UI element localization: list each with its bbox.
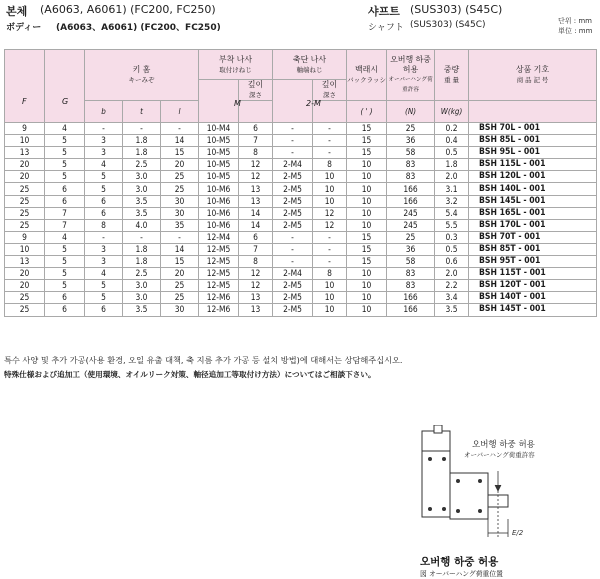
table-cell: 15 bbox=[347, 135, 387, 147]
table-cell: 20 bbox=[5, 268, 45, 280]
table-row bbox=[5, 183, 597, 195]
header-b: b bbox=[85, 101, 123, 123]
table-cell: 8 bbox=[313, 159, 347, 171]
header-backlash bbox=[347, 50, 387, 101]
table-cell: 12 bbox=[313, 219, 347, 231]
table-cell: 2.0 bbox=[435, 171, 469, 183]
table-cell: 14 bbox=[161, 135, 199, 147]
table-cell: 12 bbox=[239, 159, 273, 171]
table-cell: 1.8 bbox=[123, 147, 161, 159]
header-weight-unit: W(kg) bbox=[435, 101, 469, 123]
weight-label-jp: 重 量 bbox=[444, 76, 459, 84]
header-M: M bbox=[234, 99, 241, 108]
mount-screw-label-jp: 取付けねじ bbox=[219, 65, 252, 74]
table-row bbox=[5, 207, 597, 219]
table-cell: 10 bbox=[5, 135, 45, 147]
table-cell: - bbox=[161, 123, 199, 135]
table-cell: - bbox=[273, 123, 313, 135]
table-row bbox=[5, 280, 597, 292]
unit-label-kr: 단위 : mm bbox=[558, 17, 592, 25]
table-cell: 14 bbox=[161, 243, 199, 255]
table-cell: 6 bbox=[239, 231, 273, 243]
table-cell: 9 bbox=[5, 123, 45, 135]
table-cell: 15 bbox=[347, 123, 387, 135]
table-cell: 30 bbox=[161, 304, 199, 316]
dim-label: E/2 bbox=[512, 529, 524, 537]
spec-table bbox=[4, 49, 597, 317]
table-cell: 12 bbox=[239, 171, 273, 183]
table-cell: 10 bbox=[347, 292, 387, 304]
table-cell: 15 bbox=[347, 256, 387, 268]
table-cell: 2-M5 bbox=[273, 292, 313, 304]
table-cell: 25 bbox=[5, 304, 45, 316]
table-row bbox=[5, 231, 597, 243]
body-material-kr: (A6063, A6061) (FC200, FC250) bbox=[40, 3, 216, 16]
table-row bbox=[5, 159, 597, 171]
table-cell: 7 bbox=[45, 219, 85, 231]
table-cell: 14 bbox=[239, 219, 273, 231]
table-cell: 2.5 bbox=[123, 268, 161, 280]
table-cell: 6 bbox=[45, 183, 85, 195]
diagram-caption-jp: 図 オーバーハング荷重位置 bbox=[420, 570, 503, 578]
table-cell: 0.5 bbox=[435, 243, 469, 255]
output-flange bbox=[450, 473, 488, 519]
body-label-jp: ボディー bbox=[6, 23, 42, 33]
backlash-label: 백래시 bbox=[354, 65, 379, 74]
table-cell: 3 bbox=[85, 135, 123, 147]
table-cell: 8 bbox=[85, 219, 123, 231]
table-cell: 166 bbox=[387, 183, 435, 195]
table-cell: 3.0 bbox=[123, 292, 161, 304]
table-cell: - bbox=[123, 123, 161, 135]
table-cell: - bbox=[161, 231, 199, 243]
table-cell: 13 bbox=[239, 292, 273, 304]
table-cell: 20 bbox=[5, 159, 45, 171]
table-row bbox=[5, 123, 597, 135]
table-cell: 2-M5 bbox=[273, 304, 313, 316]
table-cell: 10 bbox=[347, 207, 387, 219]
table-cell: 3.0 bbox=[123, 280, 161, 292]
note-kr: 특수 사양 및 추가 가공(사용 환경, 오일 유출 대책, 축 지름 추가 가공 등 설치 방법)에 대해서는 상담해주십시오. bbox=[4, 355, 403, 365]
table-cell: 36 bbox=[387, 243, 435, 255]
table-cell: 1.8 bbox=[123, 243, 161, 255]
table-row bbox=[5, 219, 597, 231]
table-cell: 10-M6 bbox=[199, 219, 239, 231]
table-cell: 8 bbox=[239, 256, 273, 268]
table-cell: 1.8 bbox=[123, 256, 161, 268]
table-cell: 14 bbox=[239, 207, 273, 219]
table-cell: 10 bbox=[347, 195, 387, 207]
table-cell: 245 bbox=[387, 219, 435, 231]
header-depth1-blank bbox=[239, 101, 273, 123]
table-cell: 6 bbox=[45, 292, 85, 304]
model-code-cell: BSH 145T - 001 bbox=[469, 304, 597, 316]
table-cell: 83 bbox=[387, 268, 435, 280]
overhang-diagram bbox=[400, 425, 600, 579]
table-cell: 7 bbox=[239, 243, 273, 255]
table-cell: 15 bbox=[161, 147, 199, 159]
spec-table-body bbox=[5, 123, 597, 317]
overhang-label-jp: オーバーハング荷重許容 bbox=[388, 77, 433, 93]
table-cell: 25 bbox=[5, 219, 45, 231]
table-cell: 5 bbox=[45, 280, 85, 292]
table-cell: 36 bbox=[387, 135, 435, 147]
overhang-label: 오버행 하중 허용 bbox=[390, 55, 431, 74]
table-cell: 6 bbox=[85, 304, 123, 316]
table-cell: - bbox=[273, 256, 313, 268]
table-cell: 2-M5 bbox=[273, 219, 313, 231]
top-shaft bbox=[434, 425, 442, 433]
table-cell: 12-M5 bbox=[199, 243, 239, 255]
table-cell: 2.0 bbox=[435, 268, 469, 280]
header-depth1 bbox=[239, 80, 273, 101]
header-key-groove bbox=[85, 50, 199, 101]
depth2-sub: 深さ bbox=[323, 91, 337, 99]
table-cell: - bbox=[123, 231, 161, 243]
table-cell: 10 bbox=[347, 183, 387, 195]
table-cell: 4.0 bbox=[123, 219, 161, 231]
table-cell: 5 bbox=[45, 171, 85, 183]
table-cell: 7 bbox=[239, 135, 273, 147]
table-cell: 58 bbox=[387, 256, 435, 268]
key-groove-label: 키 홈 bbox=[132, 65, 151, 74]
table-cell: 12 bbox=[313, 207, 347, 219]
table-cell: 10 bbox=[347, 280, 387, 292]
model-code-cell: BSH 85L - 001 bbox=[469, 135, 597, 147]
header-l: l bbox=[161, 101, 199, 123]
table-cell: 0.4 bbox=[435, 135, 469, 147]
shaft-material-jp: (SUS303) (S45C) bbox=[410, 20, 486, 30]
header-2M: 2-M bbox=[306, 99, 321, 108]
table-cell: 0.3 bbox=[435, 231, 469, 243]
model-code-cell: BSH 95L - 001 bbox=[469, 147, 597, 159]
table-cell: 3.5 bbox=[435, 304, 469, 316]
table-cell: 10 bbox=[313, 280, 347, 292]
table-cell: 5 bbox=[45, 159, 85, 171]
model-code-cell: BSH 120T - 001 bbox=[469, 280, 597, 292]
table-cell: 58 bbox=[387, 147, 435, 159]
table-cell: 5 bbox=[85, 292, 123, 304]
table-cell: - bbox=[313, 231, 347, 243]
table-cell: - bbox=[313, 256, 347, 268]
header-mount-M-cell bbox=[199, 80, 239, 123]
mount-screw-label: 부착 나사 bbox=[218, 54, 253, 64]
weight-label: 중량 bbox=[443, 65, 460, 74]
header-overhang bbox=[387, 50, 435, 101]
header-mount-screw bbox=[199, 50, 273, 80]
table-cell: 0.5 bbox=[435, 147, 469, 159]
motor-flange-top bbox=[422, 431, 450, 451]
table-row bbox=[5, 292, 597, 304]
header-G: G bbox=[62, 97, 69, 106]
table-cell: - bbox=[85, 231, 123, 243]
header-weight bbox=[435, 50, 469, 101]
header-end-screw bbox=[273, 50, 347, 80]
table-cell: - bbox=[313, 123, 347, 135]
header-t: t bbox=[123, 101, 161, 123]
table-cell: 12-M6 bbox=[199, 304, 239, 316]
table-cell: 25 bbox=[161, 292, 199, 304]
table-cell: 5 bbox=[85, 280, 123, 292]
table-cell: 35 bbox=[161, 219, 199, 231]
table-cell: 6 bbox=[85, 207, 123, 219]
note-jp: 特殊仕様および追加工（使用環境、オイルリーク対策、軸径追加工等取付け方法）についてはご相談下さい。 bbox=[4, 370, 376, 379]
table-cell: - bbox=[313, 243, 347, 255]
table-cell: - bbox=[85, 123, 123, 135]
table-cell: 12 bbox=[239, 280, 273, 292]
table-cell: 166 bbox=[387, 195, 435, 207]
table-cell: 5 bbox=[85, 171, 123, 183]
model-code-cell: BSH 115L - 001 bbox=[469, 159, 597, 171]
table-cell: 12 bbox=[239, 268, 273, 280]
table-cell: 15 bbox=[347, 147, 387, 159]
table-cell: 6 bbox=[85, 195, 123, 207]
header-backlash-unit: ( ' ) bbox=[347, 101, 387, 123]
table-cell: 5 bbox=[45, 256, 85, 268]
table-cell: 10 bbox=[347, 219, 387, 231]
table-cell: 5 bbox=[85, 183, 123, 195]
shaft-label-kr: 샤프트 bbox=[368, 5, 400, 18]
model-code-cell: BSH 70T - 001 bbox=[469, 231, 597, 243]
table-cell: 83 bbox=[387, 171, 435, 183]
table-cell: 12-M5 bbox=[199, 280, 239, 292]
table-cell: 0.6 bbox=[435, 256, 469, 268]
table-cell: 30 bbox=[161, 207, 199, 219]
table-cell: 25 bbox=[161, 171, 199, 183]
table-cell: 0.2 bbox=[435, 123, 469, 135]
model-code-cell: BSH 165L - 001 bbox=[469, 207, 597, 219]
table-cell: 2-M5 bbox=[273, 183, 313, 195]
table-cell: 5 bbox=[45, 268, 85, 280]
model-code-cell: BSH 120L - 001 bbox=[469, 171, 597, 183]
model-code-cell: BSH 140T - 001 bbox=[469, 292, 597, 304]
model-label: 상품 기호 bbox=[515, 65, 550, 74]
diagram-caption-kr: 오버행 하중 허용 bbox=[420, 556, 499, 568]
table-cell: 25 bbox=[161, 183, 199, 195]
table-cell: 4 bbox=[85, 159, 123, 171]
shaft-label-jp: シャフト bbox=[368, 23, 404, 33]
table-row bbox=[5, 256, 597, 268]
table-cell: 10 bbox=[5, 243, 45, 255]
shaft-material-kr: (SUS303) (S45C) bbox=[410, 3, 503, 16]
body-material-jp: (A6063、A6061) (FC200、FC250) bbox=[56, 23, 221, 33]
model-code-cell: BSH 145L - 001 bbox=[469, 195, 597, 207]
model-code-cell: BSH 170L - 001 bbox=[469, 219, 597, 231]
table-cell: 12-M4 bbox=[199, 231, 239, 243]
table-cell: 10-M6 bbox=[199, 195, 239, 207]
model-code-cell: BSH 95T - 001 bbox=[469, 256, 597, 268]
table-cell: 3.0 bbox=[123, 183, 161, 195]
table-cell: 10 bbox=[313, 183, 347, 195]
header-model bbox=[469, 50, 597, 101]
table-cell: 3.0 bbox=[123, 171, 161, 183]
overhang-label-kr: 오버행 하중 허용 bbox=[472, 440, 535, 450]
table-cell: 3 bbox=[85, 147, 123, 159]
table-cell: 2-M4 bbox=[273, 159, 313, 171]
table-cell: 12-M5 bbox=[199, 256, 239, 268]
end-screw-label: 축단 나사 bbox=[292, 54, 327, 64]
table-cell: 9 bbox=[5, 231, 45, 243]
table-cell: 2-M5 bbox=[273, 280, 313, 292]
unit-label-jp: 単位 : mm bbox=[558, 27, 593, 35]
table-cell: 2-M5 bbox=[273, 171, 313, 183]
table-cell: 2.2 bbox=[435, 280, 469, 292]
table-cell: 10 bbox=[347, 159, 387, 171]
table-row bbox=[5, 171, 597, 183]
table-cell: 25 bbox=[5, 207, 45, 219]
table-cell: 12-M6 bbox=[199, 292, 239, 304]
table-cell: 25 bbox=[5, 195, 45, 207]
table-cell: 25 bbox=[5, 183, 45, 195]
depth1-label: 깊이 bbox=[247, 80, 264, 89]
table-cell: 10-M5 bbox=[199, 171, 239, 183]
key-groove-label-jp: キーみぞ bbox=[128, 76, 155, 84]
table-row bbox=[5, 147, 597, 159]
header-F-cell bbox=[5, 50, 45, 123]
table-row bbox=[5, 268, 597, 280]
table-cell: 13 bbox=[5, 256, 45, 268]
table-row bbox=[5, 195, 597, 207]
header-model-blank bbox=[469, 101, 597, 123]
table-cell: 83 bbox=[387, 159, 435, 171]
table-cell: 8 bbox=[239, 147, 273, 159]
table-cell: - bbox=[273, 147, 313, 159]
table-cell: 25 bbox=[5, 292, 45, 304]
depth2-label: 깊이 bbox=[321, 80, 338, 89]
table-cell: 2-M5 bbox=[273, 195, 313, 207]
model-code-cell: BSH 115T - 001 bbox=[469, 268, 597, 280]
table-cell: 13 bbox=[239, 195, 273, 207]
model-code-cell: BSH 70L - 001 bbox=[469, 123, 597, 135]
table-cell: 1.8 bbox=[123, 135, 161, 147]
table-cell: 12-M5 bbox=[199, 268, 239, 280]
table-cell: 13 bbox=[5, 147, 45, 159]
table-cell: - bbox=[273, 135, 313, 147]
table-cell: 166 bbox=[387, 304, 435, 316]
table-cell: - bbox=[273, 231, 313, 243]
table-cell: 13 bbox=[239, 304, 273, 316]
header-depth2 bbox=[313, 80, 347, 101]
table-cell: 2-M5 bbox=[273, 207, 313, 219]
table-cell: 3 bbox=[85, 256, 123, 268]
table-cell: 1.8 bbox=[435, 159, 469, 171]
table-cell: 10 bbox=[347, 304, 387, 316]
table-cell: 6 bbox=[239, 123, 273, 135]
table-cell: 245 bbox=[387, 207, 435, 219]
table-row bbox=[5, 304, 597, 316]
overhang-label-jp: オーバーハング荷重許容 bbox=[464, 451, 535, 459]
table-cell: 30 bbox=[161, 195, 199, 207]
table-cell: 15 bbox=[347, 243, 387, 255]
header-F: F bbox=[22, 97, 27, 106]
model-code-cell: BSH 85T - 001 bbox=[469, 243, 597, 255]
table-cell: 5 bbox=[45, 243, 85, 255]
model-label-jp: 商 品 記 号 bbox=[516, 76, 549, 84]
table-cell: 20 bbox=[161, 159, 199, 171]
table-cell: 166 bbox=[387, 292, 435, 304]
table-row bbox=[5, 243, 597, 255]
table-cell: 4 bbox=[45, 231, 85, 243]
body-label-kr: 본체 bbox=[6, 5, 28, 18]
table-cell: 3.4 bbox=[435, 292, 469, 304]
backlash-label-jp: バックラッシ bbox=[347, 76, 386, 84]
table-cell: 5 bbox=[45, 135, 85, 147]
table-cell: 10-M5 bbox=[199, 147, 239, 159]
table-cell: 10 bbox=[347, 268, 387, 280]
table-row bbox=[5, 135, 597, 147]
material-header bbox=[0, 0, 600, 42]
table-cell: 4 bbox=[45, 123, 85, 135]
header-G-cell bbox=[45, 50, 85, 123]
table-cell: 15 bbox=[347, 231, 387, 243]
table-cell: 3.5 bbox=[123, 304, 161, 316]
table-cell: 5.5 bbox=[435, 219, 469, 231]
table-cell: 4 bbox=[85, 268, 123, 280]
end-screw-label-jp: 軸端ねじ bbox=[296, 65, 323, 74]
depth1-sub: 深さ bbox=[249, 91, 262, 99]
table-cell: 25 bbox=[161, 280, 199, 292]
model-code-cell: BSH 140L - 001 bbox=[469, 183, 597, 195]
table-cell: 10 bbox=[313, 171, 347, 183]
table-cell: - bbox=[313, 147, 347, 159]
table-cell: 10 bbox=[347, 171, 387, 183]
table-cell: - bbox=[273, 243, 313, 255]
table-cell: 20 bbox=[5, 171, 45, 183]
table-cell: 10-M5 bbox=[199, 135, 239, 147]
table-cell: 10 bbox=[313, 292, 347, 304]
table-cell: 3 bbox=[85, 243, 123, 255]
table-cell: 3.2 bbox=[435, 195, 469, 207]
table-cell: 25 bbox=[387, 123, 435, 135]
table-cell: 7 bbox=[45, 207, 85, 219]
table-cell: 8 bbox=[313, 268, 347, 280]
table-cell: 2.5 bbox=[123, 159, 161, 171]
table-cell: 10-M4 bbox=[199, 123, 239, 135]
header-overhang-unit: (N) bbox=[387, 101, 435, 123]
table-cell: 6 bbox=[45, 195, 85, 207]
table-cell: 3.5 bbox=[123, 207, 161, 219]
table-cell: 3.5 bbox=[123, 195, 161, 207]
table-cell: 10-M6 bbox=[199, 207, 239, 219]
table-cell: 25 bbox=[387, 231, 435, 243]
table-cell: 10 bbox=[313, 195, 347, 207]
table-cell: 20 bbox=[161, 268, 199, 280]
table-cell: 20 bbox=[5, 280, 45, 292]
table-cell: 3.1 bbox=[435, 183, 469, 195]
table-cell: 2-M4 bbox=[273, 268, 313, 280]
table-cell: 83 bbox=[387, 280, 435, 292]
table-cell: 13 bbox=[239, 183, 273, 195]
table-cell: 5.4 bbox=[435, 207, 469, 219]
table-cell: 5 bbox=[45, 147, 85, 159]
table-cell: 15 bbox=[161, 256, 199, 268]
table-cell: 10 bbox=[313, 304, 347, 316]
table-cell: 6 bbox=[45, 304, 85, 316]
table-cell: - bbox=[313, 135, 347, 147]
table-cell: 10-M5 bbox=[199, 159, 239, 171]
table-cell: 10-M6 bbox=[199, 183, 239, 195]
